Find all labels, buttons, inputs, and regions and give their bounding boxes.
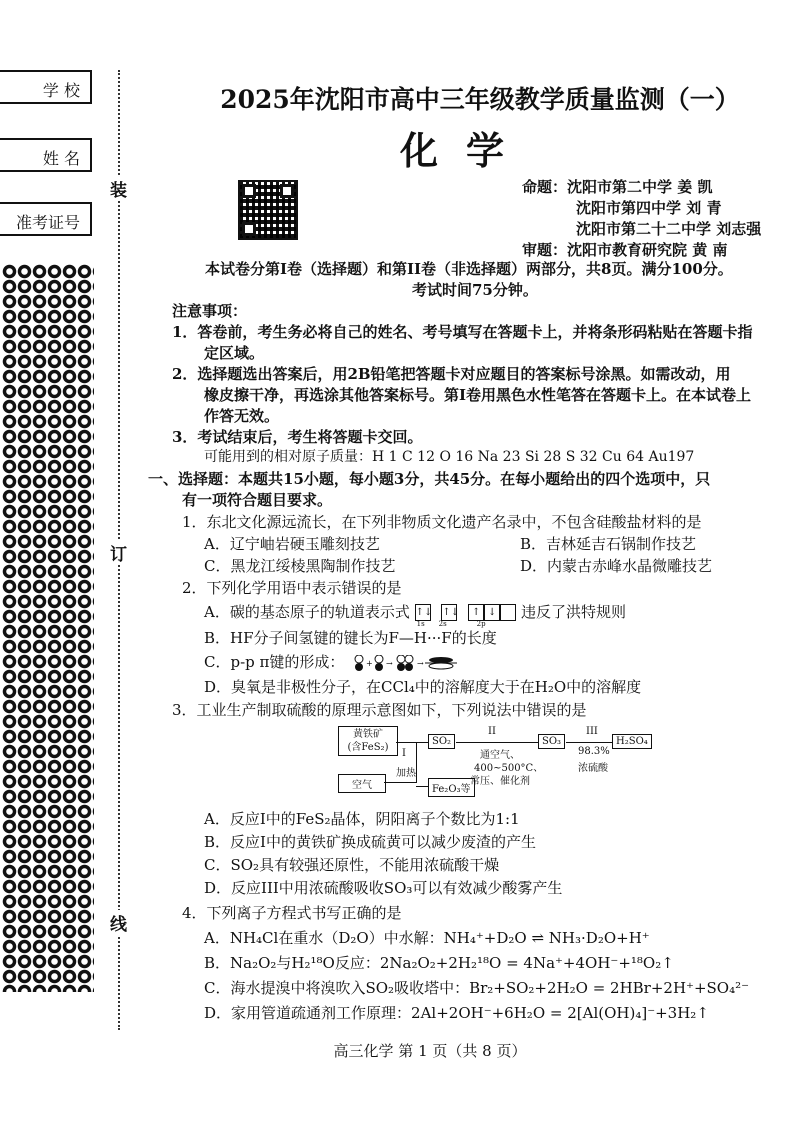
school-box	[0, 70, 92, 104]
school-label: 学 校	[42, 81, 80, 100]
flow-step-1-cond: 加热	[396, 768, 416, 779]
flow-box-so2: SO₂	[428, 734, 455, 749]
binding-pattern	[2, 264, 94, 992]
note-2c: 作答无效。	[204, 407, 280, 425]
note-2b: 橡皮擦干净，再选涂其他答案标号。第I卷用黑色水性笔答在答题卡上。在本试卷上	[204, 386, 752, 404]
q1-option-d: D．内蒙古赤峰水晶微雕技艺	[520, 557, 713, 575]
qr-code-icon	[238, 180, 298, 240]
name-box	[0, 138, 92, 172]
note-1a: 1．答卷前，考生务必将自己的姓名、考号填写在答题卡上，并将条形码粘贴在答题卡指	[172, 323, 753, 341]
name-label: 姓 名	[42, 149, 80, 168]
flow-step-2: II	[488, 726, 496, 737]
q4-stem: 4．下列离子方程式书写正确的是	[182, 904, 402, 922]
q2-option-b: B．HF分子间氢键的键长为F—H···F的长度	[204, 629, 497, 647]
intro-line-1: 本试卷分第I卷（选择题）和第II卷（非选择题）两部分，共8页。满分100分。	[205, 260, 733, 278]
q1-option-b: B．吉林延吉石锅制作技艺	[520, 535, 697, 553]
exam-id-box	[0, 202, 92, 236]
q3-option-b: B．反应I中的黄铁矿换成硫黄可以减少废渣的产生	[204, 833, 536, 851]
flow-step-3-cond-b: 浓硫酸	[578, 763, 608, 774]
flow-pyrite-label: 黄铁矿	[353, 729, 383, 740]
flow-box-fe2o3: Fe₂O₃等	[428, 778, 475, 797]
atomic-masses: 可能用到的相对原子质量：H 1 C 12 O 16 Na 23 Si 28 S 32 Cu 64 Au197	[204, 449, 695, 465]
orbital-diagram	[415, 602, 517, 628]
q1-stem: 1．东北文化源远流长，在下列非物质文化遗产名录中，不包含硅酸盐材料的是	[182, 513, 702, 531]
q3-stem: 3．工业生产制取硫酸的原理示意图如下，下列说法中错误的是	[172, 701, 587, 719]
q1-option-a: A．辽宁岫岩硬玉雕刻技艺	[204, 535, 380, 553]
note-1b: 定区域。	[204, 344, 265, 362]
flow-step-1: I	[402, 748, 406, 759]
svg-text:→: →	[386, 659, 393, 668]
binding-char-xian: 线	[110, 910, 127, 935]
orbital-2s: ↑↓	[441, 604, 457, 621]
q2-option-c-text: C．p-p π键的形成：	[204, 653, 345, 671]
flow-step-2-cond-a: 通空气、	[480, 750, 520, 761]
flow-box-air: 空气	[338, 774, 386, 793]
q2-option-d: D．臭氧是非极性分子，在CCl₄中的溶解度大于在H₂O中的溶解度	[204, 678, 642, 696]
orbital-label-1s: 1s	[416, 620, 425, 628]
q2-option-c	[204, 651, 459, 672]
svg-text:+: +	[366, 659, 373, 668]
orbital-2p-3	[500, 604, 516, 621]
orbital-label-2s: 2s	[438, 620, 447, 628]
q2-option-a-tail: 违反了洪特规则	[520, 603, 626, 621]
q2-option-a-text: A．碳的基态原子的轨道表示式	[204, 603, 410, 621]
exam-title: 2025年沈阳市高中三年级教学质量监测（一）	[220, 85, 740, 114]
q1-option-c: C．黑龙江绥棱黑陶制作技艺	[204, 557, 396, 575]
sulfuric-acid-flow-diagram	[338, 726, 700, 798]
section-1-heading-a: 一、选择题：本题共15小题，每小题3分，共45分。在每小题给出的四个选项中，只	[148, 470, 711, 488]
author-line-2: 沈阳市第四中学 刘 青	[576, 199, 722, 217]
flow-box-h2so4: H₂SO₄	[612, 734, 652, 749]
page-footer: 高三化学 第 1 页（共 8 页）	[333, 1042, 527, 1060]
flow-step-3: III	[586, 726, 598, 737]
q4-option-d: D．家用管道疏通剂工作原理：2Al+2OH⁻+6H₂O = 2[Al(OH)₄]⁻+3H₂↑	[204, 1004, 709, 1022]
q3-option-c: C．SO₂具有较强还原性，不能用浓硫酸干燥	[204, 856, 500, 874]
q3-option-d: D．反应III中用浓硫酸吸收SO₃可以有效减少酸雾产生	[204, 879, 563, 897]
flow-step-2-cond-b: 400~500°C、	[474, 763, 544, 774]
flow-box-pyrite	[338, 726, 398, 756]
q2-stem: 2．下列化学用语中表示错误的是	[182, 579, 402, 597]
note-3: 3．考试结束后，考生将答题卡交回。	[172, 428, 423, 446]
q3-option-a: A．反应I中的FeS₂晶体，阴阳离子个数比为1:1	[204, 810, 520, 828]
orbital-label-2p: 2p	[476, 620, 486, 628]
section-1-heading-b: 有一项符合题目要求。	[182, 491, 333, 509]
q2-option-a	[204, 601, 626, 628]
orbital-2p-1: ↑	[468, 604, 484, 621]
svg-text:→: →	[417, 659, 424, 668]
orbital-2p-2: ↓	[484, 604, 500, 621]
note-2a: 2．选择题选出答案后，用2B铅笔把答题卡对应题目的答案标号涂黑。如需改动，用	[172, 365, 731, 383]
binding-char-ding: 订	[110, 540, 127, 565]
author-line-3: 沈阳市第二十二中学 刘志强	[576, 220, 762, 238]
flow-pyrite-sub: (含FeS₂)	[347, 742, 389, 753]
intro-line-2: 考试时间75分钟。	[412, 281, 538, 299]
binding-char-zhuang: 装	[110, 176, 127, 201]
pi-bond-orbital-icon	[349, 655, 459, 671]
notes-heading: 注意事项：	[172, 302, 248, 320]
author-line-1: 命题：沈阳市第二中学 姜 凯	[522, 178, 713, 196]
q4-option-a: A．NH₄Cl在重水（D₂O）中水解：NH₄⁺+D₂O ⇌ NH₃·D₂O+H⁺	[204, 929, 650, 947]
q4-option-b: B．Na₂O₂与H₂¹⁸O反应：2Na₂O₂+2H₂¹⁸O = 4Na⁺+4OH⁻+¹⁸O₂↑	[204, 954, 674, 972]
subject-title: 化学	[400, 128, 533, 173]
reviewer-line: 审题：沈阳市教育研究院 黄 南	[522, 241, 728, 259]
q4-option-c: C．海水提溴中将溴吹入SO₂吸收塔中：Br₂+SO₂+2H₂O = 2HBr+2H⁺+SO₄²⁻	[204, 979, 750, 997]
exam-id-label: 准考证号	[15, 213, 80, 232]
orbital-1s: ↑↓	[415, 604, 431, 621]
flow-step-3-cond-a: 98.3%	[578, 746, 610, 757]
flow-step-2-cond-c: 常压、催化剂	[470, 776, 530, 787]
flow-box-so3: SO₃	[538, 734, 565, 749]
